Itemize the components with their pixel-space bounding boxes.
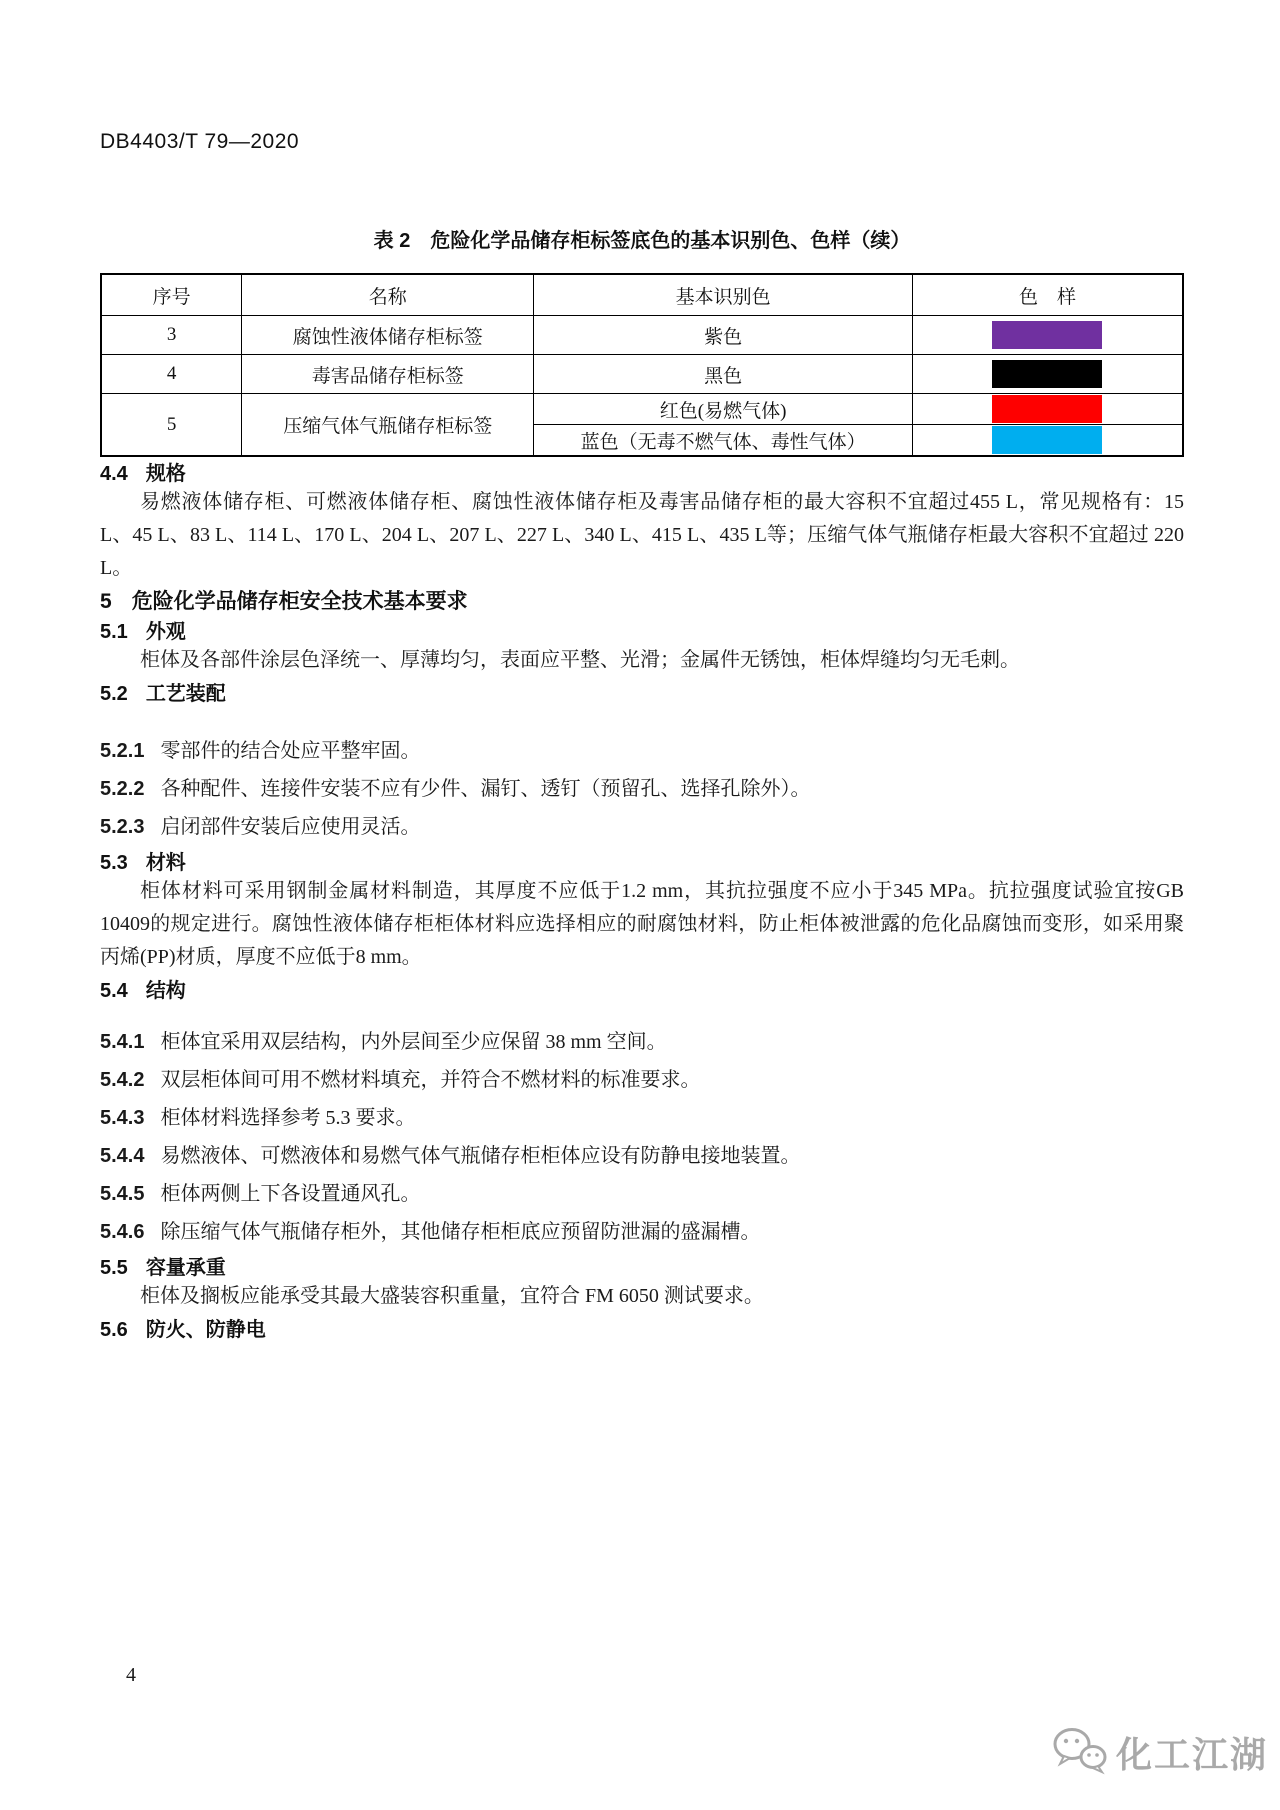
section-title: 防火、防静电 <box>145 1319 266 1341</box>
clause-text: 各种配件、连接件安装不应有少件、漏钉、透钉（预留孔、选择孔除外）。 <box>160 778 811 800</box>
section-heading-5-3 <box>100 846 1184 875</box>
cell-color-label: 蓝色（无毒不燃气体、毒性气体） <box>534 425 913 457</box>
cell-name: 压缩气体气瓶储存柜标签 <box>242 394 534 457</box>
clause-item <box>100 1175 1184 1213</box>
section-4-4-paragraph: 易燃液体储存柜、可燃液体储存柜、腐蚀性液体储存柜及毒害品储存柜的最大容积不宜超过455 L，常见规格有：15 L、45 L、83 L、114 L、170 L、204 L、207 L、227 L、340 L、415 L、435 L等；压缩气体气瓶储存柜最大容积不宜超过 220 L。 <box>100 491 1184 579</box>
cell-color-label: 黑色 <box>534 355 913 394</box>
clause-item <box>100 1023 1184 1061</box>
color-swatch-black <box>992 360 1102 388</box>
section-title: 结构 <box>145 980 186 1002</box>
clause-item <box>100 1061 1184 1099</box>
section-5-2-clauses <box>100 732 1184 846</box>
color-swatch-blue <box>992 426 1102 454</box>
section-number: 5.3 <box>100 852 128 874</box>
brand-watermark <box>1050 1724 1268 1781</box>
col-header-name: 名称 <box>242 274 534 316</box>
clause-number: 5.4.3 <box>100 1107 145 1129</box>
table-header-row <box>101 274 1183 316</box>
section-number: 4.4 <box>100 463 128 485</box>
section-number: 5.6 <box>100 1319 128 1341</box>
clause-number: 5.4.1 <box>100 1031 145 1053</box>
cell-no: 4 <box>101 355 242 394</box>
cell-sample <box>912 394 1183 425</box>
cell-sample <box>912 355 1183 394</box>
col-header-sample: 色 样 <box>912 274 1183 316</box>
section-title: 工艺装配 <box>145 683 226 705</box>
chapter-number: 5 <box>100 590 112 613</box>
section-heading-5-4 <box>100 974 1184 1003</box>
section-title: 容量承重 <box>145 1257 226 1279</box>
cell-name: 腐蚀性液体储存柜标签 <box>242 316 534 355</box>
table-row <box>101 355 1183 394</box>
brand-name: 化工江湖 <box>1115 1735 1268 1775</box>
clause-text: 柜体两侧上下各设置通风孔。 <box>160 1183 421 1205</box>
clause-item <box>100 1213 1184 1251</box>
color-swatch-red <box>992 395 1102 423</box>
cell-name: 毒害品储存柜标签 <box>242 355 534 394</box>
section-heading-5-5 <box>100 1251 1184 1280</box>
color-sample-table <box>100 273 1184 457</box>
section-5-4-clauses <box>100 1023 1184 1251</box>
section-5-3-paragraph: 柜体材料可采用钢制金属材料制造，其厚度不应低于1.2 mm，其抗拉强度不应小于345 MPa。抗拉强度试验宜按GB 10409的规定进行。腐蚀性液体储存柜柜体材料应选择相应的耐腐蚀材料，防止柜体被泄露的危化品腐蚀而变形，如采用聚丙烯(PP)材质，厚度不应低于8 mm。 <box>100 880 1184 968</box>
clause-number: 5.4.5 <box>100 1183 145 1205</box>
cell-color-label: 红色(易燃气体) <box>534 394 913 425</box>
section-5-1-paragraph: 柜体及各部件涂层色泽统一、厚薄均匀，表面应平整、光滑；金属件无锈蚀，柜体焊缝均匀无毛刺。 <box>140 649 1020 671</box>
table-title: 表 2 危险化学品储存柜标签底色的基本识别色、色样（续） <box>373 230 911 252</box>
cell-no: 3 <box>101 316 242 355</box>
section-heading-5-6 <box>100 1313 1184 1342</box>
color-swatch-purple <box>992 321 1102 349</box>
clause-item <box>100 1099 1184 1137</box>
section-title: 规格 <box>145 463 186 485</box>
section-title: 外观 <box>145 621 186 643</box>
clause-item <box>100 1137 1184 1175</box>
clause-number: 5.4.4 <box>100 1145 145 1167</box>
clause-number: 5.4.2 <box>100 1069 145 1091</box>
section-number: 5.5 <box>100 1257 128 1279</box>
chapter-title: 危险化学品储存柜安全技术基本要求 <box>131 590 468 613</box>
cell-sample <box>912 316 1183 355</box>
chapter-heading-5 <box>100 585 1184 615</box>
clause-number: 5.2.1 <box>100 740 145 762</box>
table-row <box>101 394 1183 425</box>
clause-text: 双层柜体间可用不燃材料填充，并符合不燃材料的标准要求。 <box>160 1069 701 1091</box>
clause-number: 5.2.2 <box>100 778 145 800</box>
cell-color-label: 紫色 <box>534 316 913 355</box>
cell-sample <box>912 425 1183 457</box>
clause-text: 易燃液体、可燃液体和易燃气体气瓶储存柜柜体应设有防静电接地装置。 <box>160 1145 801 1167</box>
section-number: 5.4 <box>100 980 128 1002</box>
section-heading-5-2 <box>100 677 1184 706</box>
table-row <box>101 316 1183 355</box>
clause-number: 5.2.3 <box>100 816 145 838</box>
page-number: 4 <box>126 1664 136 1686</box>
clause-text: 启闭部件安装后应使用灵活。 <box>160 816 421 838</box>
wechat-icon <box>1050 1724 1108 1781</box>
section-heading-5-1 <box>100 615 1184 644</box>
col-header-no: 序号 <box>101 274 242 316</box>
section-heading-4-4 <box>100 457 1184 486</box>
clause-text: 除压缩气体气瓶储存柜外，其他储存柜柜底应预留防泄漏的盛漏槽。 <box>160 1221 761 1243</box>
section-title: 材料 <box>145 852 186 874</box>
col-header-color: 基本识别色 <box>534 274 913 316</box>
clause-number: 5.4.6 <box>100 1221 145 1243</box>
cell-no: 5 <box>101 394 242 457</box>
clause-item <box>100 732 1184 770</box>
clause-text: 柜体材料选择参考 5.3 要求。 <box>160 1107 416 1129</box>
clause-text: 柜体宜采用双层结构，内外层间至少应保留 38 mm 空间。 <box>160 1031 667 1053</box>
section-number: 5.2 <box>100 683 128 705</box>
section-number: 5.1 <box>100 621 128 643</box>
clause-item <box>100 808 1184 846</box>
clause-item <box>100 770 1184 808</box>
section-5-5-paragraph: 柜体及搁板应能承受其最大盛装容积重量，宜符合 FM 6050 测试要求。 <box>140 1285 764 1307</box>
standard-code: DB4403/T 79—2020 <box>100 130 300 153</box>
clause-text: 零部件的结合处应平整牢固。 <box>160 740 421 762</box>
